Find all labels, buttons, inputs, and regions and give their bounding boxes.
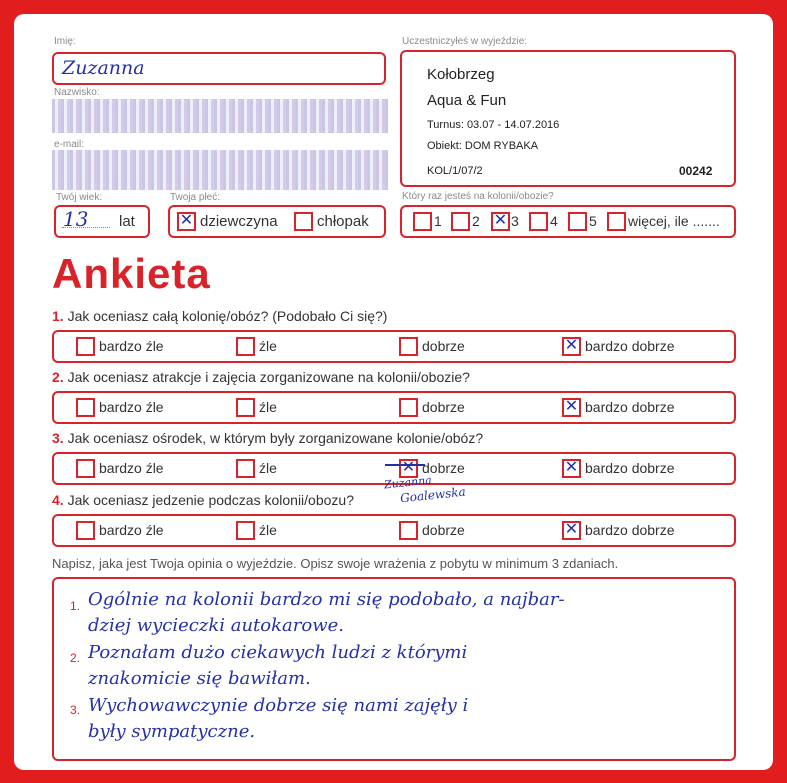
q4-good-checkbox[interactable] bbox=[399, 521, 418, 540]
times-more-checkbox[interactable] bbox=[607, 212, 626, 231]
q2-very-bad-label: bardzo źle bbox=[99, 399, 164, 415]
question-2-number: 2. bbox=[52, 369, 64, 385]
gender-boy-label: chłopak bbox=[317, 213, 369, 230]
question-4-answers bbox=[52, 514, 736, 547]
survey-title: Ankieta bbox=[52, 250, 211, 297]
opinion-line-4: znakomicie się bawiłam. bbox=[88, 668, 311, 689]
q1-good-label: dobrze bbox=[422, 338, 465, 354]
question-3 bbox=[52, 430, 483, 446]
times-2-label: 2 bbox=[472, 213, 480, 229]
question-2-text: Jak oceniasz atrakcje i zajęcia zorganizowane na kolonii/obozie? bbox=[67, 369, 470, 385]
q4-good-label: dobrze bbox=[422, 522, 465, 538]
last-name-label: Nazwisko: bbox=[54, 87, 100, 98]
trip-obiekt: Obiekt: DOM RYBAKA bbox=[427, 140, 539, 152]
q3-very-bad-label: bardzo źle bbox=[99, 460, 164, 476]
q3-very-good-checkbox[interactable] bbox=[562, 459, 581, 478]
gender-girl-label: dziewczyna bbox=[200, 213, 278, 230]
email-label: e-mail: bbox=[54, 139, 85, 150]
check-x-icon: ✕ bbox=[179, 210, 194, 229]
handwritten-annotation-1: Zuzanna bbox=[383, 473, 433, 492]
trip-code: KOL/1/07/2 bbox=[427, 165, 483, 177]
q1-very-good-label: bardzo dobrze bbox=[585, 338, 675, 354]
q1-good-checkbox[interactable] bbox=[399, 337, 418, 356]
check-x-icon: ✕ bbox=[564, 519, 579, 538]
age-label: Twój wiek: bbox=[56, 192, 103, 203]
check-x-icon: ✕ bbox=[401, 457, 416, 476]
question-3-number: 3. bbox=[52, 430, 64, 446]
q4-very-good-checkbox[interactable] bbox=[562, 521, 581, 540]
trip-info-box bbox=[400, 50, 736, 187]
trip-turnus: Turnus: 03.07 - 14.07.2016 bbox=[427, 119, 560, 131]
check-x-icon: ✕ bbox=[564, 335, 579, 354]
q3-very-bad-checkbox[interactable] bbox=[76, 459, 95, 478]
question-4-text: Jak oceniasz jedzenie podczas kolonii/obozu? bbox=[67, 492, 354, 508]
times-4-checkbox[interactable] bbox=[529, 212, 548, 231]
q2-very-bad-checkbox[interactable] bbox=[76, 398, 95, 417]
first-name-value: Zuzanna bbox=[62, 57, 145, 79]
question-1-answers bbox=[52, 330, 736, 363]
age-dotted-line bbox=[62, 227, 110, 228]
email-redacted bbox=[52, 150, 388, 190]
q3-bad-checkbox[interactable] bbox=[236, 459, 255, 478]
times-more-label: więcej, ile ....... bbox=[628, 213, 720, 229]
times-1-checkbox[interactable] bbox=[413, 212, 432, 231]
q4-very-bad-checkbox[interactable] bbox=[76, 521, 95, 540]
gender-boy-checkbox[interactable] bbox=[294, 212, 313, 231]
question-4 bbox=[52, 492, 354, 508]
times-1-label: 1 bbox=[434, 213, 442, 229]
opinion-line-5: Wychowawczynie dobrze się nami zajęły i bbox=[88, 695, 469, 716]
times-3-checkbox[interactable] bbox=[491, 212, 510, 231]
times-5-checkbox[interactable] bbox=[568, 212, 587, 231]
question-1-number: 1. bbox=[52, 308, 64, 324]
question-1 bbox=[52, 308, 387, 324]
q3-good-label: dobrze bbox=[422, 460, 465, 476]
opinion-prompt: Napisz, jaka jest Twoja opinia o wyjeździe. Opisz swoje wrażenia z pobytu w minimum 3 zdaniach. bbox=[52, 556, 619, 571]
q4-very-good-label: bardzo dobrze bbox=[585, 522, 675, 538]
times-2-checkbox[interactable] bbox=[451, 212, 470, 231]
gender-girl-checkbox[interactable] bbox=[177, 212, 196, 231]
q3-bad-label: źle bbox=[259, 460, 277, 476]
trip-name: Aqua & Fun bbox=[427, 92, 507, 109]
opinion-number-2: 2. bbox=[70, 651, 81, 665]
survey-sheet bbox=[14, 14, 773, 770]
times-3-label: 3 bbox=[511, 213, 519, 229]
q3-very-good-label: bardzo dobrze bbox=[585, 460, 675, 476]
opinion-number-1: 1. bbox=[70, 599, 81, 613]
q4-bad-checkbox[interactable] bbox=[236, 521, 255, 540]
trip-city: Kołobrzeg bbox=[427, 66, 495, 83]
first-name-field[interactable] bbox=[52, 52, 386, 85]
first-name-label: Imię: bbox=[54, 36, 76, 47]
check-x-icon: ✕ bbox=[564, 396, 579, 415]
question-4-number: 4. bbox=[52, 492, 64, 508]
opinion-line-3: Poznałam dużo ciekawych ludzi z którymi bbox=[88, 642, 468, 663]
q4-bad-label: źle bbox=[259, 522, 277, 538]
q1-very-good-checkbox[interactable] bbox=[562, 337, 581, 356]
trip-label: Uczestniczyłeś w wyjeździe: bbox=[402, 36, 528, 47]
age-value: 13 bbox=[63, 207, 89, 231]
q4-very-bad-label: bardzo źle bbox=[99, 522, 164, 538]
handwritten-annotation-2: Goalewska bbox=[399, 484, 467, 506]
q1-bad-label: źle bbox=[259, 338, 277, 354]
q2-very-good-checkbox[interactable] bbox=[562, 398, 581, 417]
opinion-line-6: były sympatyczne. bbox=[88, 721, 256, 742]
question-2 bbox=[52, 369, 470, 385]
opinion-textarea[interactable] bbox=[52, 577, 736, 761]
check-x-icon: ✕ bbox=[493, 210, 508, 229]
opinion-line-2: dziej wycieczki autokarowe. bbox=[88, 615, 344, 636]
q2-bad-label: źle bbox=[259, 399, 277, 415]
q2-bad-checkbox[interactable] bbox=[236, 398, 255, 417]
last-name-redacted bbox=[52, 99, 388, 133]
times-5-label: 5 bbox=[589, 213, 597, 229]
question-1-text: Jak oceniasz całą kolonię/obóz? (Podobało Ci się?) bbox=[67, 308, 388, 324]
q3-strikethrough bbox=[385, 464, 425, 466]
gender-field bbox=[168, 205, 386, 238]
q1-very-bad-checkbox[interactable] bbox=[76, 337, 95, 356]
question-2-answers bbox=[52, 391, 736, 424]
opinion-line-1: Ogólnie na kolonii bardzo mi się podobało, a najbar- bbox=[88, 589, 565, 610]
age-unit: lat bbox=[119, 213, 135, 230]
q1-very-bad-label: bardzo źle bbox=[99, 338, 164, 354]
question-3-text: Jak oceniasz ośrodek, w którym były zorganizowane kolonie/obóz? bbox=[67, 430, 484, 446]
times-field bbox=[400, 205, 736, 238]
trip-number: 00242 bbox=[679, 164, 713, 178]
gender-label: Twoja płeć: bbox=[170, 192, 221, 203]
q2-good-label: dobrze bbox=[422, 399, 465, 415]
q2-very-good-label: bardzo dobrze bbox=[585, 399, 675, 415]
times-4-label: 4 bbox=[550, 213, 558, 229]
q1-bad-checkbox[interactable] bbox=[236, 337, 255, 356]
opinion-number-3: 3. bbox=[70, 703, 81, 717]
q2-good-checkbox[interactable] bbox=[399, 398, 418, 417]
times-label: Który raz jesteś na kolonii/obozie? bbox=[402, 191, 554, 202]
check-x-icon: ✕ bbox=[564, 457, 579, 476]
age-field[interactable] bbox=[54, 205, 150, 238]
